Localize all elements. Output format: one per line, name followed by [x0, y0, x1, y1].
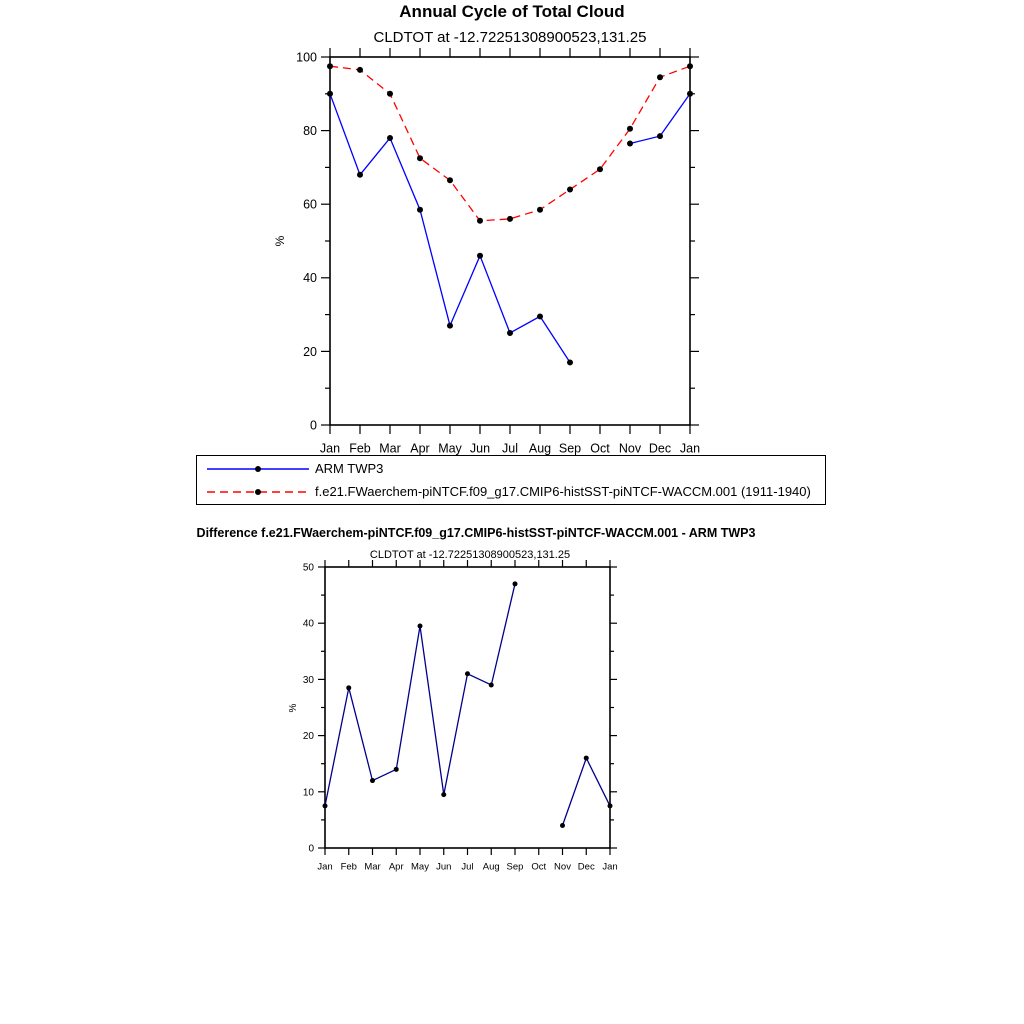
- diff-data-point: [441, 792, 446, 797]
- top-data-point: [327, 63, 333, 69]
- top-data-point: [507, 216, 513, 222]
- top-xtick-label: Jul: [502, 441, 518, 456]
- diff-series-line-0: [325, 584, 610, 826]
- top-xtick-label: Apr: [410, 441, 430, 456]
- legend-label-model: f.e21.FWaerchem-piNTCF.f09_g17.CMIP6-histSST-piNTCF-WACCM.001 (1911-1940): [315, 484, 811, 499]
- legend-label-arm-twp3: ARM TWP3: [315, 461, 384, 476]
- diff-plot-frame: [325, 567, 610, 848]
- diff-xtick-label: Dec: [577, 861, 595, 873]
- top-data-point: [597, 166, 603, 172]
- diff-data-point: [584, 756, 589, 761]
- diff-xtick-label: Apr: [388, 861, 404, 873]
- diff-ytick-label: 30: [302, 674, 314, 686]
- top-xtick-label: May: [438, 441, 462, 456]
- top-xtick-label: Oct: [590, 441, 610, 456]
- top-data-point: [357, 172, 363, 178]
- top-ytick-label: 60: [303, 197, 317, 212]
- top-data-point: [417, 207, 423, 213]
- diff-chart-subtitle: CLDTOT at -12.72251308900523,131.25: [369, 549, 571, 561]
- top-xtick-label: Jun: [469, 441, 491, 456]
- top-data-point: [357, 67, 363, 73]
- top-data-point: [567, 186, 573, 192]
- legend-sample-dashed-line: [205, 486, 311, 498]
- diff-ytick-label: 50: [302, 562, 314, 574]
- top-data-point: [537, 313, 543, 319]
- top-xtick-label: Nov: [618, 441, 642, 456]
- diff-data-point: [346, 685, 351, 690]
- diff-xtick-label: Sep: [506, 861, 524, 873]
- diff-xtick-label: Jan: [602, 861, 618, 873]
- diff-xtick-label: May: [411, 861, 429, 873]
- top-plot-frame: [330, 57, 690, 425]
- top-data-point: [627, 126, 633, 132]
- legend-item-model: [205, 480, 825, 503]
- top-data-point: [657, 133, 663, 139]
- diff-ytick-label: 0: [308, 843, 314, 855]
- top-xtick-label: Jan: [679, 441, 701, 456]
- top-data-point: [477, 253, 483, 259]
- top-data-point: [417, 155, 423, 161]
- legend-box: [196, 455, 826, 505]
- diff-xtick-label: Jun: [436, 861, 452, 873]
- top-data-point: [387, 91, 393, 97]
- top-series-line-1: [330, 66, 690, 221]
- top-data-point: [657, 74, 663, 80]
- diff-data-point: [560, 823, 565, 828]
- top-data-point: [447, 177, 453, 183]
- top-data-point: [507, 330, 513, 336]
- top-data-point: [687, 63, 693, 69]
- diff-ytick-label: 40: [302, 618, 314, 630]
- top-chart: [273, 48, 700, 455]
- diff-xtick-label: Oct: [531, 861, 547, 873]
- top-ytick-label: 80: [303, 123, 317, 138]
- diff-y-axis-label: %: [288, 703, 299, 713]
- top-data-point: [537, 207, 543, 213]
- top-data-point: [327, 91, 333, 97]
- top-ytick-label: 40: [303, 271, 317, 286]
- diff-data-point: [323, 803, 328, 808]
- top-data-point: [627, 140, 633, 146]
- top-chart-title: Annual Cycle of Total Cloud: [399, 2, 625, 21]
- diff-chart-title: Difference f.e21.FWaerchem-piNTCF.f09_g17.CMIP6-histSST-piNTCF-WACCM.001 - ARM TWP3: [196, 526, 756, 540]
- diff-xtick-label: Nov: [554, 861, 571, 873]
- top-data-point: [567, 359, 573, 365]
- legend-marker-dot: [255, 466, 261, 472]
- diff-data-point: [513, 581, 518, 586]
- top-ytick-label: 100: [296, 50, 317, 65]
- diff-xtick-label: Mar: [364, 861, 381, 873]
- top-data-point: [477, 218, 483, 224]
- diff-xtick-label: Aug: [482, 861, 500, 873]
- top-data-point: [687, 91, 693, 97]
- diff-data-point: [418, 624, 423, 629]
- legend-marker-dot: [255, 489, 261, 495]
- top-data-point: [447, 323, 453, 329]
- diff-ytick-label: 20: [302, 731, 314, 743]
- top-xtick-label: Jan: [319, 441, 341, 456]
- legend-item-arm-twp3: [205, 457, 825, 480]
- top-ytick-label: 20: [303, 344, 317, 359]
- diff-data-point: [370, 778, 375, 783]
- diff-data-point: [608, 803, 613, 808]
- diff-xtick-label: Jan: [317, 861, 333, 873]
- top-y-axis-label: %: [273, 235, 287, 247]
- top-data-point: [387, 135, 393, 141]
- top-series-line-0: [330, 94, 690, 363]
- diff-data-point: [465, 671, 470, 676]
- diff-xtick-label: Jul: [461, 861, 474, 873]
- top-chart-subtitle: CLDTOT at -12.72251308900523,131.25: [373, 29, 647, 46]
- diff-chart: [288, 560, 618, 872]
- top-xtick-label: Aug: [528, 441, 552, 456]
- top-xtick-label: Feb: [349, 441, 371, 456]
- diff-xtick-label: Feb: [340, 861, 357, 873]
- diff-data-point: [394, 767, 399, 772]
- diff-data-point: [489, 683, 494, 688]
- diff-ytick-label: 10: [302, 787, 314, 799]
- top-ytick-label: 0: [310, 418, 317, 433]
- top-xtick-label: Dec: [648, 441, 672, 456]
- top-xtick-label: Sep: [558, 441, 582, 456]
- legend-sample-solid-line: [205, 463, 311, 475]
- top-xtick-label: Mar: [379, 441, 401, 456]
